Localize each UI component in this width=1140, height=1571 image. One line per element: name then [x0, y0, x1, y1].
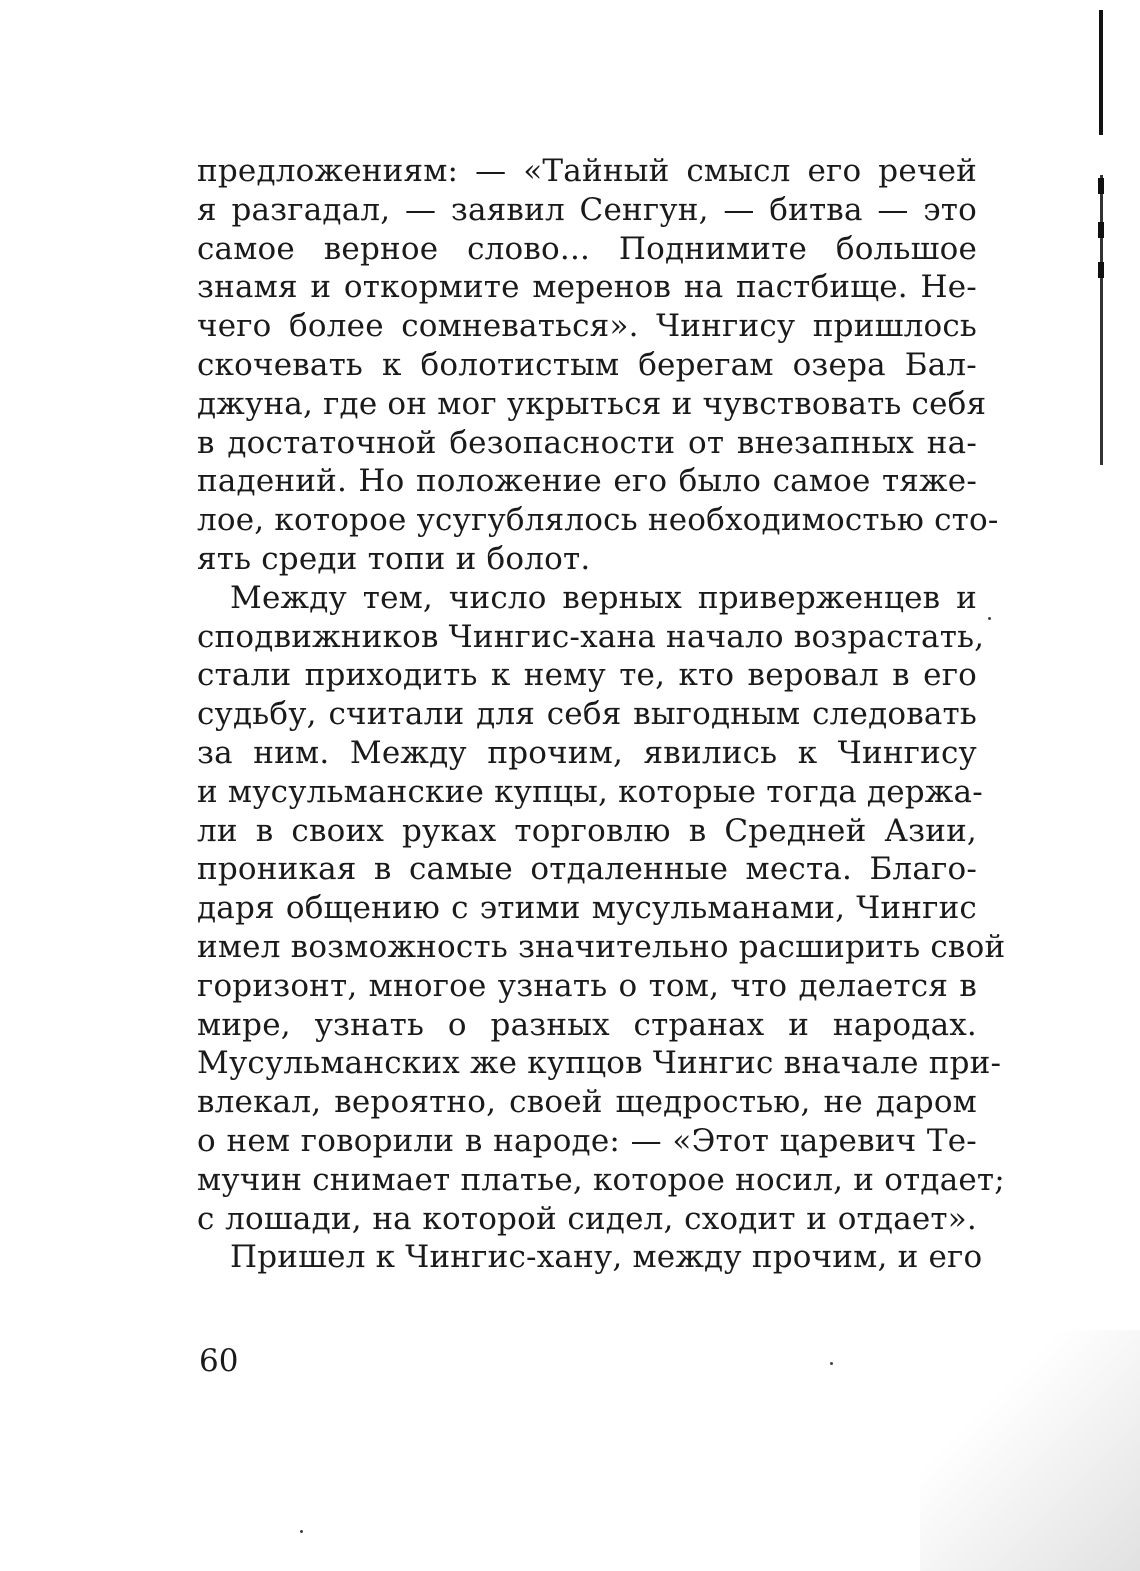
text-line: мире, узнать о разных странах и народах.: [197, 1006, 977, 1043]
scan-edge-line: [1100, 175, 1103, 465]
text-line: ять среди топи и болот.: [197, 540, 591, 577]
text-line: горизонт, многое узнать о том, что делается в: [197, 967, 977, 1004]
text-line: я разгадал, — заявил Сенгун, — битва — это: [197, 191, 977, 228]
scan-edge-mark: [1098, 222, 1104, 238]
page-number: 60: [199, 1343, 239, 1379]
scan-speck: [830, 1362, 833, 1365]
text-line: чего более сомневаться». Чингису пришлось: [197, 308, 977, 345]
text-line: мучин снимает платье, которое носил, и отдает;: [197, 1161, 1005, 1198]
text-line: падений. Но положение его было самое тяже-: [197, 463, 977, 500]
scan-edge-mark: [1098, 178, 1104, 194]
text-line: сподвижников Чингис-хана начало возрастать,: [197, 618, 985, 655]
text-line: джуна, где он мог укрыться и чувствовать себя: [197, 385, 987, 422]
text-line: судьбу, считали для себя выгодным следовать: [197, 696, 977, 733]
text-line: влекал, вероятно, своей щедростью, не даром: [197, 1084, 977, 1121]
text-line: даря общению с этими мусульманами, Чингис: [197, 890, 977, 927]
text-line: скочевать к болотистым берегам озера Бал-: [197, 346, 977, 383]
text-line: самое верное слово... Поднимите большое: [197, 230, 977, 267]
text-line: лое, которое усугублялось необходимостью сто-: [197, 502, 999, 539]
text-line: с лошади, на которой сидел, сходит и отдает».: [197, 1200, 977, 1237]
text-line: стали приходить к нему те, кто веровал в его: [197, 657, 977, 694]
body-text: [197, 152, 1006, 1277]
text-line: предложениям: — «Тайный смысл его речей: [197, 153, 977, 189]
scan-shadow: [920, 1330, 1140, 1571]
text-line: за ним. Между прочим, явились к Чингису: [197, 734, 977, 771]
text-line: в достаточной безопасности от внезапных на-: [197, 424, 977, 461]
text-line: Пришел к Чингис-хану, между прочим, и его: [230, 1239, 983, 1276]
text-line: проникая в самые отдаленные места. Благо-: [197, 851, 977, 888]
text-line: о нем говорили в народе: — «Этот царевич Те-: [197, 1122, 977, 1159]
text-line: Между тем, число верных приверженцев и: [230, 579, 977, 616]
text-line: имел возможность значительно расширить свой: [197, 928, 1006, 965]
text-line: знамя и откормите меренов на пастбище. Не-: [197, 269, 977, 306]
text-line: ли в своих руках торговлю в Средней Азии,: [197, 812, 977, 849]
scan-speck: [988, 617, 991, 620]
text-line: и мусульманские купцы, которые тогда держа-: [197, 773, 983, 810]
scan-speck: [300, 1530, 303, 1533]
scan-edge-line: [1099, 10, 1103, 135]
text-line: Мусульманских же купцов Чингис вначале при-: [197, 1045, 1002, 1082]
scan-edge-mark: [1098, 262, 1104, 278]
